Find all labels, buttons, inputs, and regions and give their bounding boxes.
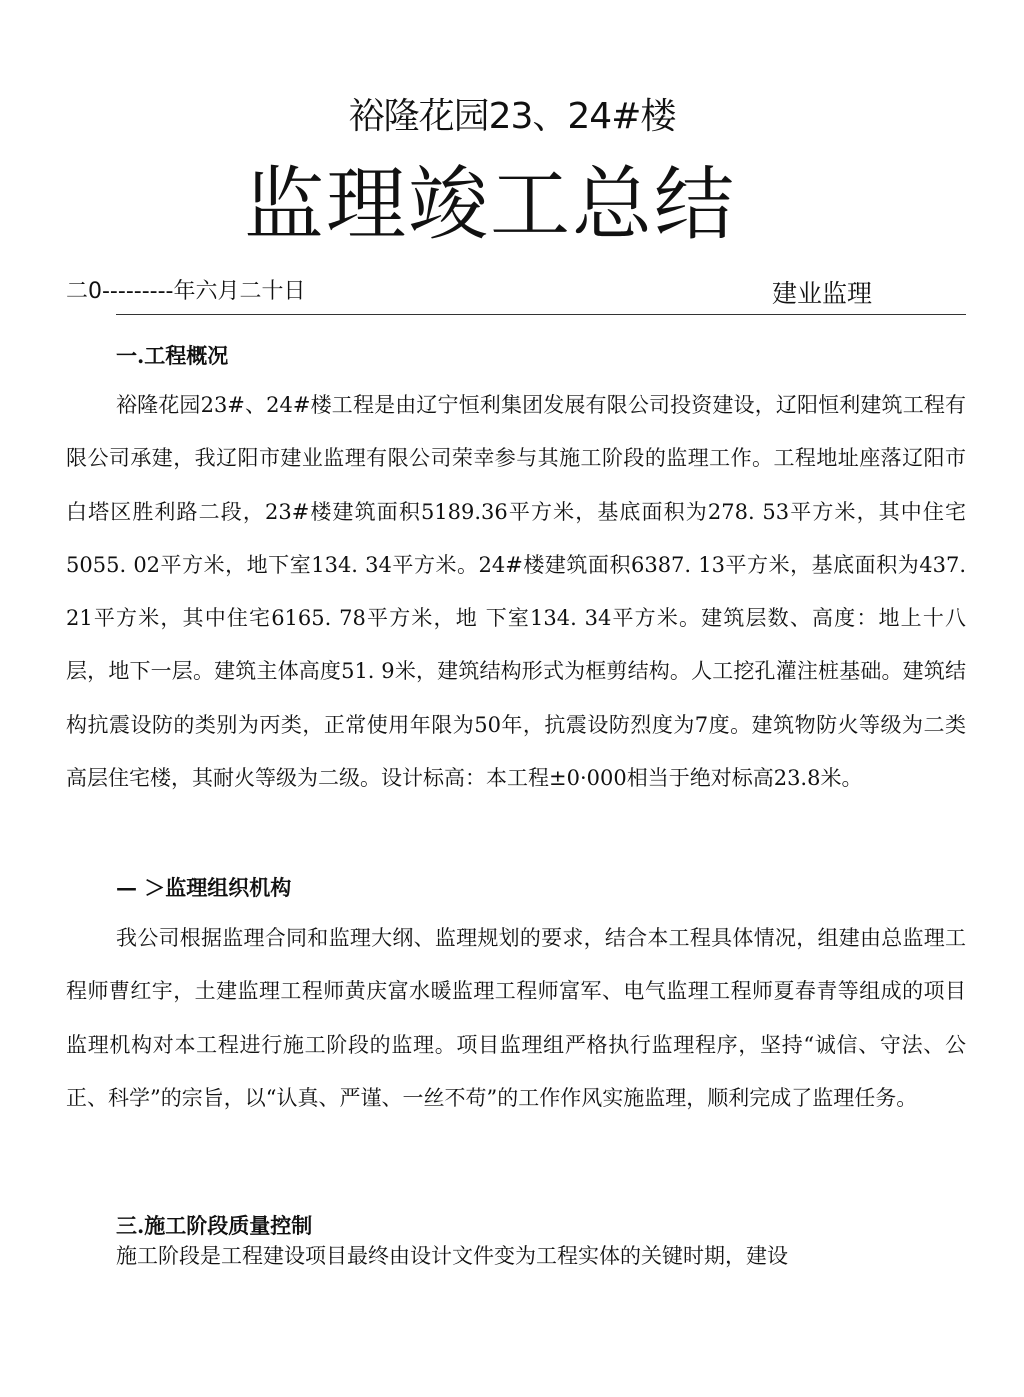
document-organization: 建业监理 bbox=[772, 279, 873, 308]
header-divider bbox=[116, 314, 966, 315]
document-date: 二0---------年六月二十日 bbox=[66, 279, 306, 304]
section-body-overview: 裕隆花园23#、24#楼工程是由辽宁恒利集团发展有限公司投资建设，辽阳恒利建筑工程有限公司承建，我辽阳市建业监理有限公司荣幸参与其施工阶段的监理工作。工程地址座落辽阳市白塔区胜利路二段，23#楼建筑面积5189.36平方米，基底面积为278. 53平方米，其中住宅5055. 02平方米，地下室134. 34平方米。24#楼建筑面积6387. 13平方米，基底面积为437. 21平方米，其中住宅6165. 78平方米，地 下室134. 34平方米。建筑层数、高度：地上十八层，地下一层。建筑主体高度51. 9米，建筑结构形式为框剪结构。人工挖孔灌注桩基础。建筑结构抗震设防的类别为丙类，正常使用年限为50年，抗震设防烈度为7度。建筑物防火等级为二类高层住宅楼，其耐火等级为二级。设计标高：本工程±0·000相当于绝对标高23.8米。 bbox=[66, 393, 966, 791]
section-heading-quality-control: 三.施工阶段质量控制 bbox=[116, 1213, 313, 1238]
section-body-quality-control: 施工阶段是工程建设项目最终由设计文件变为工程实体的关键时期，建设 bbox=[116, 1244, 788, 1268]
section-heading-organization: — ＞监理组织机构 bbox=[116, 875, 292, 900]
document-subtitle: 裕隆花园23、24#楼 bbox=[348, 96, 676, 137]
section-body-organization: 我公司根据监理合同和监理大纲、监理规划的要求，结合本工程具体情况，组建由总监理工程师曹红宇，土建监理工程师黄庆富水暖监理工程师富军、电气监理工程师夏春青等组成的项目监理机构对本工程进行施工阶段的监理。项目监理组严格执行监理程序，坚持“诚信、守法、公正、科学”的宗旨，以“认真、严谨、一丝不苟”的工作作风实施监理，顺利完成了监理任务。 bbox=[66, 926, 966, 1110]
document-title: 监理竣工总结 bbox=[244, 158, 736, 251]
section-heading-overview: 一.工程概况 bbox=[116, 343, 229, 368]
